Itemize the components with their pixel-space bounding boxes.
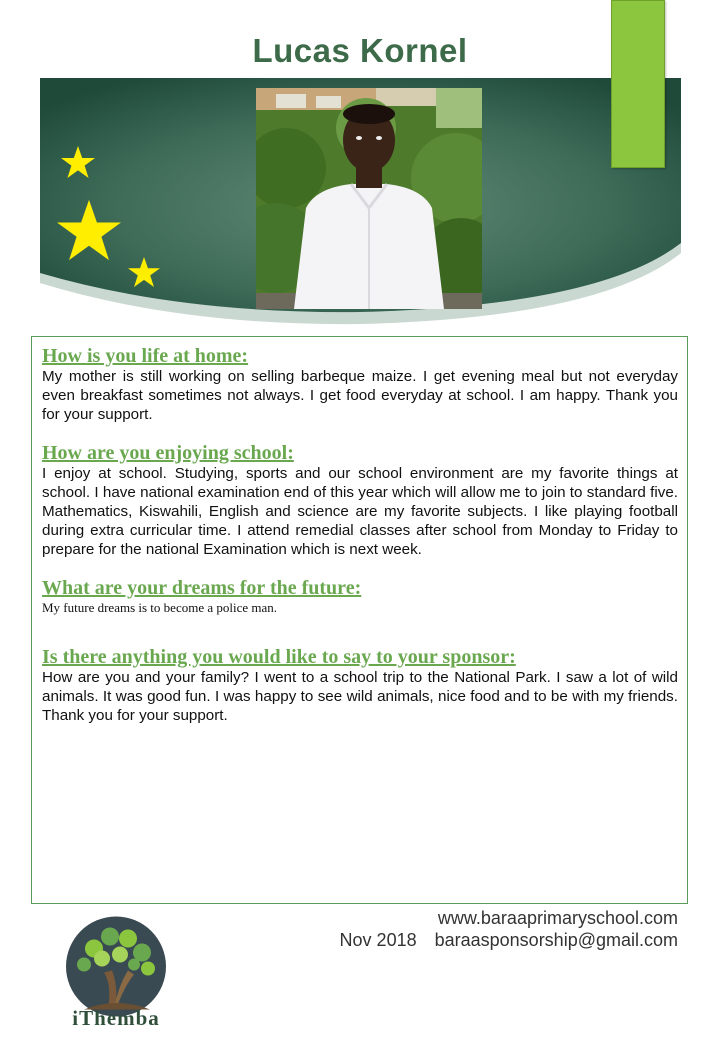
answer-home-life: My mother is still working on selling barbeque maize. I get evening meal but not everyday even breakfast sometimes not always. I get food everyday at school. I am happy. Thank you for your support. <box>42 368 678 423</box>
page-title: Lucas Kornel <box>252 32 468 69</box>
question-dreams: What are your dreams for the future: <box>42 577 362 599</box>
question-school: How are you enjoying school: <box>42 442 294 464</box>
footer-date: Nov 2018 <box>339 930 417 950</box>
footer-line <box>340 930 678 951</box>
star-icon <box>127 256 161 288</box>
footer-email: baraasponsorship@gmail.com <box>434 930 678 950</box>
answer-message-to-sponsor: How are you and your family? I went to a school trip to the National Park. I saw a lot of wild animals. It was good fun. I was happy to see wild animals, nice food and to be with my friends. Thank you for your support. <box>42 669 678 724</box>
answer-school: I enjoy at school. Studying, sports and our school environment are my favorite things at school. I have national examination end of this year which will allow me to join to standard five. Mathematics, Kiswahili, English and science are my favorite subjects. I like playing football during extra curricular time. I attend remedial classes after school from Monday to Friday to prepare for the national Examination which is next week. <box>42 465 678 558</box>
star-icon <box>55 198 123 262</box>
question-message-to-sponsor: Is there anything you would like to say to your sponsor: <box>42 646 516 668</box>
star-icon <box>60 145 96 181</box>
accent-bar <box>611 0 665 168</box>
student-photo <box>256 88 482 309</box>
logo-text: iThemba <box>72 1006 160 1030</box>
answer-dreams: My future dreams is to become a police man. <box>42 600 278 615</box>
question-home-life: How is you life at home: <box>42 345 249 367</box>
footer-website: www.baraaprimaryschool.com <box>437 908 678 928</box>
content-box <box>31 336 688 904</box>
